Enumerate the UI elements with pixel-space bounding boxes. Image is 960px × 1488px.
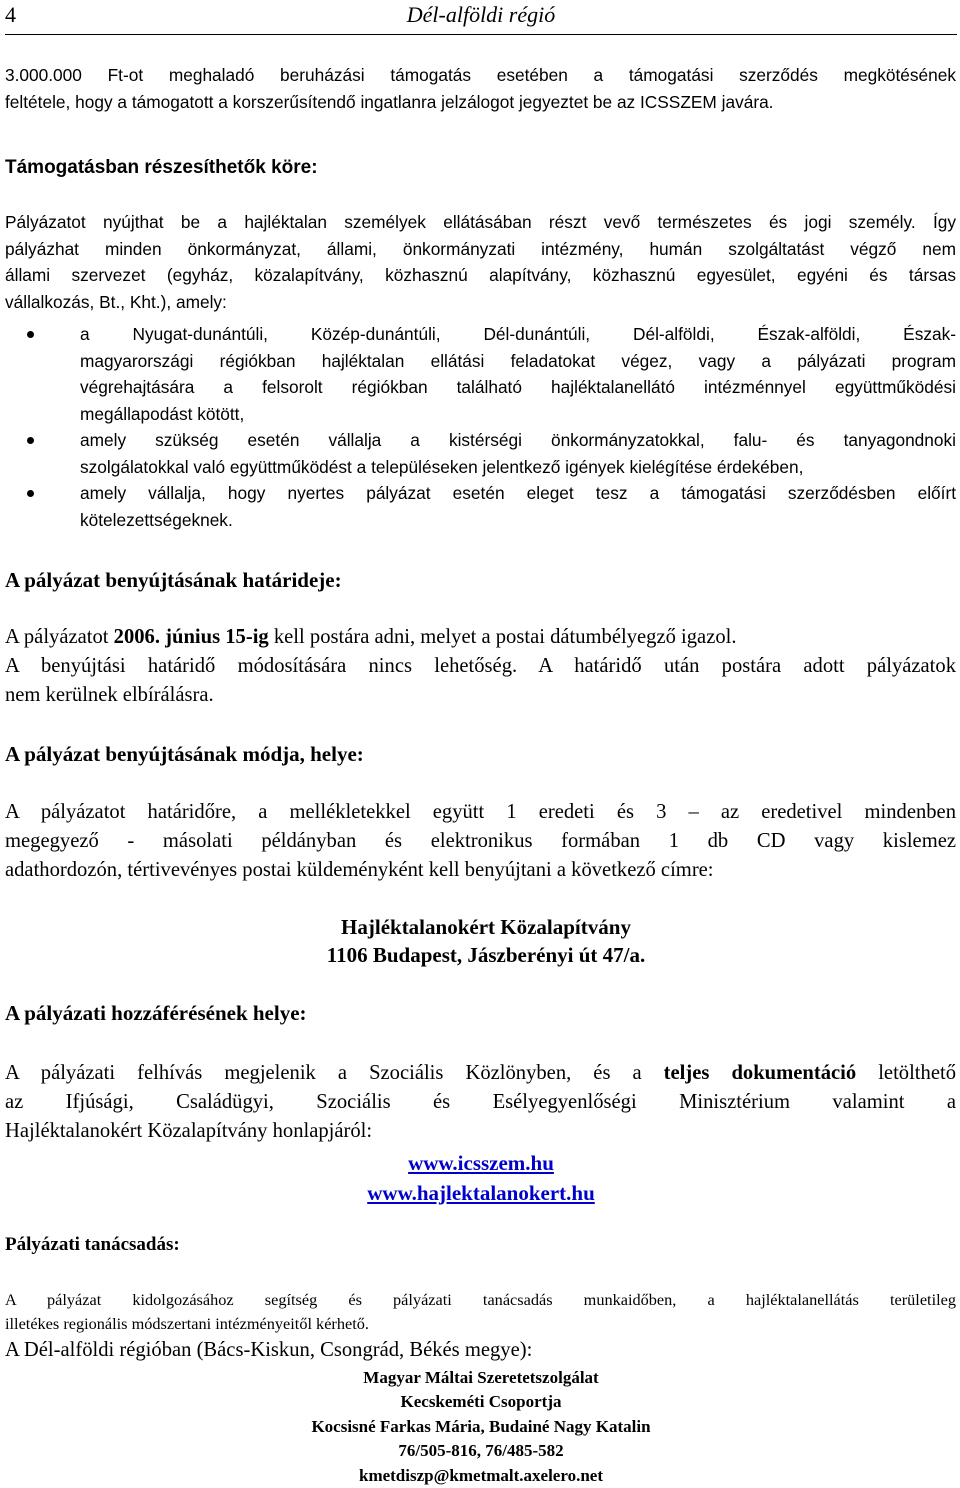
deadline-line: A pályázatot 2006. június 15-ig kell postára adni, melyet a postai dátumbélyegző igazol. xyxy=(5,626,737,648)
method-line: adathordozón, tértivevényes postai küldeményként kell benyújtani a következő címre: xyxy=(5,859,714,881)
bullet-icon xyxy=(27,490,34,497)
contact-organization: Magyar Máltai Szeretetszolgálat xyxy=(363,1368,599,1387)
address-name: Hajléktalanokért Közalapítvány xyxy=(341,915,631,939)
access-paragraph xyxy=(5,1059,956,1146)
list-item: a Nyugat-dunántúli, Közép-dunántúli, Dél-dunántúli, Dél-alföldi, Észak-alföldi, Észak- magyarországi régiókban hajléktalan ellátási feladatokat végez, vagy a pályázati program végrehajtására a felsorolt régiókban található hajléktalanellátó intézménnyel együttműködési megállapodást kötött, xyxy=(5,321,956,427)
section-heading-advice: Pályázati tanácsadás: xyxy=(5,1234,180,1255)
advice-paragraph xyxy=(5,1288,956,1336)
advice-region-line: A Dél-alföldi régióban (Bács-Kiskun, Csongrád, Békés megye): xyxy=(5,1339,533,1361)
access-line: az Ifjúsági, Családügyi, Szociális és Esélyegyenlőségi Minisztérium valamint a xyxy=(5,1091,956,1113)
page-header xyxy=(5,0,957,35)
eligible-paragraph xyxy=(5,209,956,315)
links-block xyxy=(5,1148,957,1208)
contact-persons: Kocsisné Farkas Mária, Budainé Nagy Katalin xyxy=(311,1416,651,1436)
section-heading-eligible: Támogatásban részesíthetők köre: xyxy=(5,157,318,178)
method-paragraph xyxy=(5,798,956,885)
link-hajlektalanokert[interactable]: www.hajlektalanokert.hu xyxy=(367,1181,595,1205)
eligible-line: vállalkozás, Bt., Kht.), amely: xyxy=(5,291,227,312)
eligible-line: Pályázatot nyújthat be a hajléktalan személyek ellátásában részt vevő természetes és jogi személy. Így xyxy=(5,212,956,232)
advice-line: illetékes regionális módszertani intézményeitől kérhető. xyxy=(5,1314,369,1333)
bullet-icon xyxy=(27,437,34,444)
intro-line: 3.000.000 Ft-ot meghaladó beruházási támogatás esetében a támogatási szerződés megkötésének xyxy=(5,65,956,85)
contact-block xyxy=(5,1366,957,1488)
bullet-icon xyxy=(27,331,34,338)
running-title: Dél-alföldi régió xyxy=(406,2,556,27)
eligibility-list xyxy=(5,321,956,533)
eligible-line: állami szervezet (egyház, közalapítvány, közhasznú alapítvány, közhasznú egyesület, egyéni és társas xyxy=(5,265,956,285)
link-icsszem[interactable]: www.icsszem.hu xyxy=(408,1151,554,1175)
eligible-line: pályázhat minden önkormányzat, állami, önkormányzati intézmény, humán szolgáltatást végző nem xyxy=(5,238,956,259)
section-heading-access: A pályázati hozzáférésének helye: xyxy=(5,1001,307,1025)
contact-phone: 76/505-816, 76/485-582 xyxy=(398,1441,564,1461)
address-block xyxy=(5,913,960,969)
deadline-date: 2006. június 15-ig xyxy=(113,626,269,648)
section-heading-deadline: A pályázat benyújtásának határideje: xyxy=(5,568,342,592)
address-street: 1106 Budapest, Jászberényi út 47/a. xyxy=(326,943,646,967)
intro-line: feltétele, hogy a támogatott a korszerűsítendő ingatlanra jelzálogot jegyeztet be az ICSSZEM javára. xyxy=(5,91,774,112)
deadline-line: nem kerülnek elbírálásra. xyxy=(5,684,214,706)
advice-line: A pályázat kidolgozásához segítség és pályázati tanácsadás munkaidőben, a hajléktalanellátás területileg xyxy=(5,1290,956,1309)
deadline-line: A benyújtási határidő módosítására nincs lehetőség. A határidő után postára adott pályázatok xyxy=(5,655,956,677)
deadline-paragraph xyxy=(5,623,956,710)
method-line: A pályázatot határidőre, a mellékletekkel együtt 1 eredeti és 3 – az eredetivel mindenben xyxy=(5,801,956,823)
access-line: Hajléktalanokért Közalapítvány honlapjáról: xyxy=(5,1120,373,1142)
page-number: 4 xyxy=(5,2,16,27)
list-item: amely szükség esetén vállalja a kistérségi önkormányzatokkal, falu- és tanyagondnoki szolgálatokkal való együttműködést a településeken jelentkező igények kielégítése érdekében, xyxy=(5,427,956,480)
list-item: amely vállalja, hogy nyertes pályázat esetén eleget tesz a támogatási szerződésben előírt kötelezettségeknek. xyxy=(5,480,956,533)
method-line: megegyező - másolati példányban és elektronikus formában 1 db CD vagy kislemez xyxy=(5,830,956,852)
full-documentation: teljes dokumentáció xyxy=(663,1062,857,1084)
contact-email: kmetdiszp@kmetmalt.axelero.net xyxy=(358,1465,603,1485)
section-heading-method: A pályázat benyújtásának módja, helye: xyxy=(5,742,364,766)
intro-paragraph xyxy=(5,62,956,115)
contact-group: Kecskeméti Csoportja xyxy=(400,1392,562,1412)
access-line: A pályázati felhívás megjelenik a Szociális Közlönyben, és a teljes dokumentáció letölthető xyxy=(5,1062,956,1084)
